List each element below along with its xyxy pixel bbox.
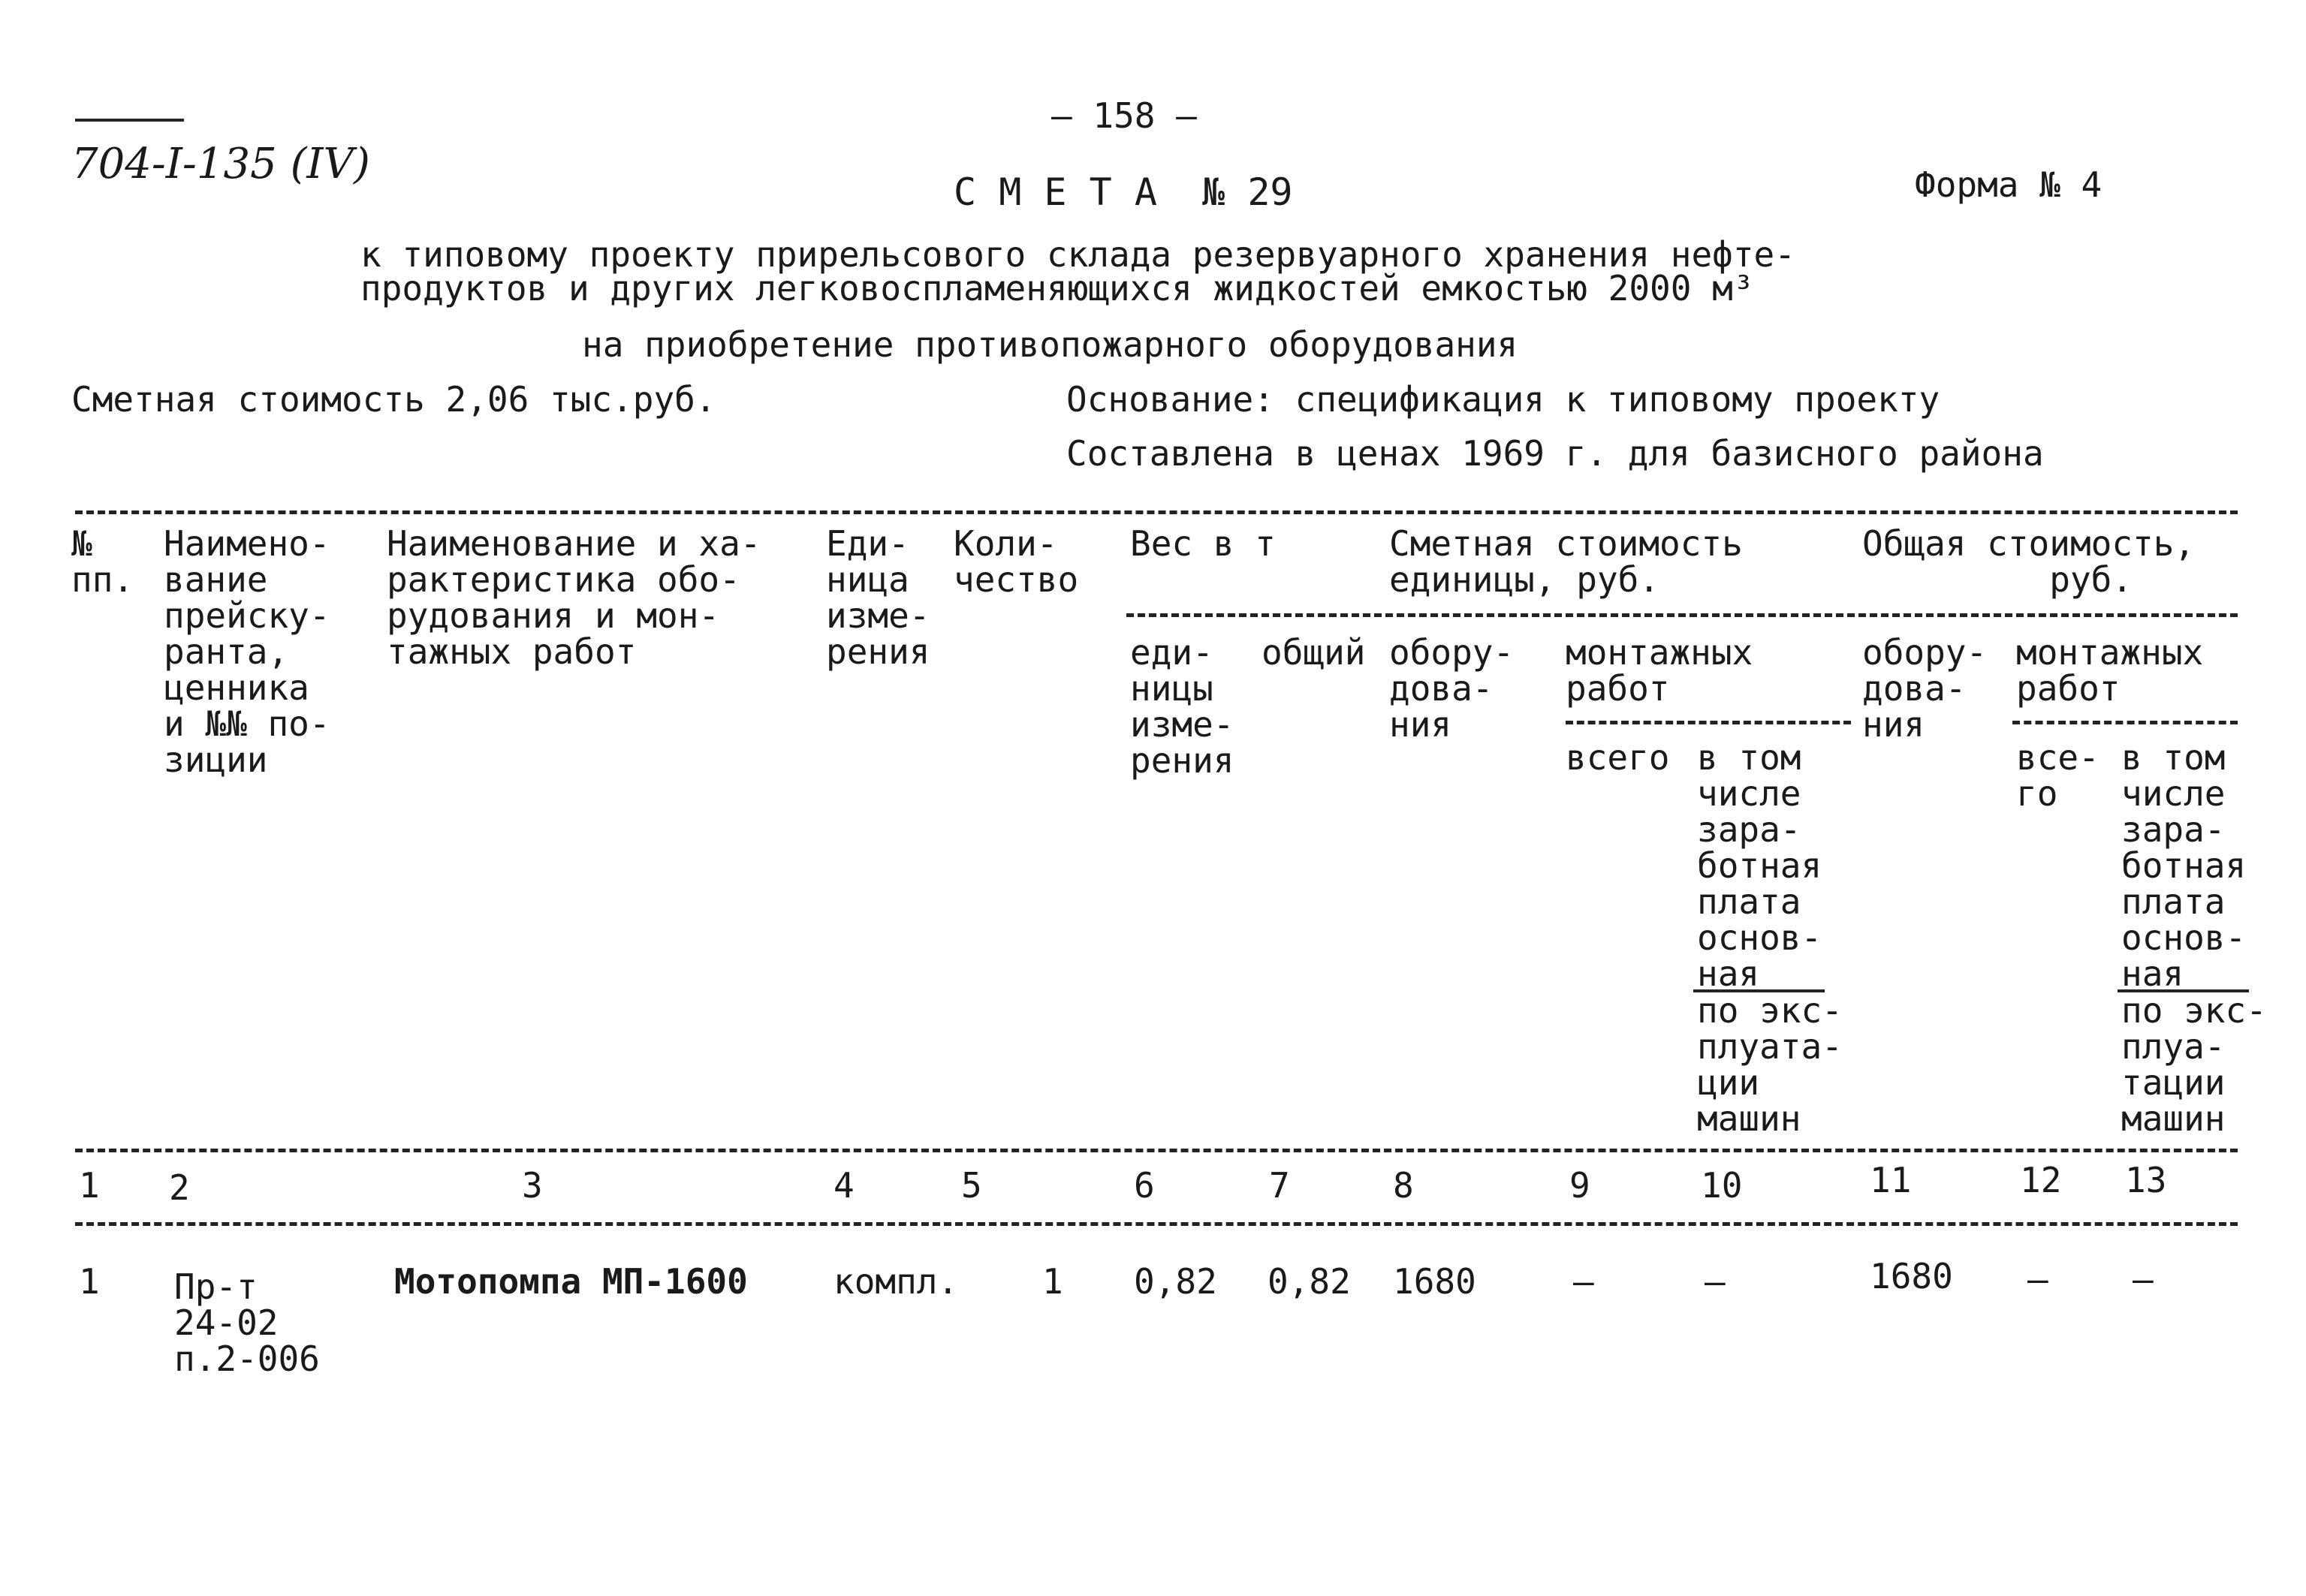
column-number: 12 [2020,1160,2062,1200]
table-top-rule [75,510,2238,514]
header-unit-install-total: всего [1566,737,1670,778]
header-quantity: Коли- чество [954,523,1079,600]
header-total-install-incl-wages: в том числе зара- ботная плата основ- ная [2121,737,2247,994]
header-unit-cost: Сметная стоимость единицы, руб. [1389,523,1743,600]
numbers-bottom-rule [75,1222,2238,1226]
doc-volume: (IV) [290,140,370,188]
row-total-install-total: – [2027,1259,2048,1299]
row-weight-total: 0,82 [1268,1261,1351,1302]
install-sub-rule-unit [1566,721,1851,724]
row-weight-unit: 0,82 [1134,1261,1217,1302]
column-number: 7 [1269,1165,1290,1206]
doc-code [71,140,370,188]
column-number: 10 [1701,1165,1743,1206]
row-number: 1 [79,1261,100,1302]
column-number: 6 [1134,1165,1155,1206]
header-unit-equipment: обору- дова- ния [1389,632,1515,745]
cost-sub-rule [1126,613,2238,617]
subtitle-line-1: к типовому проекту прирельсового склада резервуарного хранения нефте- [360,234,1795,275]
header-weight-total: общий [1262,632,1366,673]
purpose: на приобретение противопожарного оборудования [582,324,1518,365]
header-name: Наименование и ха- рактеристика обо- рудования и мон- тажных работ [387,523,761,672]
header-total-cost: Общая стоимость, руб. [1862,523,2196,600]
header-unit-install: монтажных работ [1566,632,1753,709]
header-bottom-rule [75,1149,2238,1152]
estimated-cost: Сметная стоимость 2,06 тыс.руб. [71,379,716,420]
header-unit: Еди- ница изме- рения [826,523,930,672]
column-number: 1 [79,1165,100,1206]
row-unit-install-total: – [1573,1261,1594,1302]
header-total-install-incl-machines: по экс- плуа- тации машин [2121,990,2267,1139]
top-left-rule [75,119,184,122]
document-title: С М Е Т А № 29 [954,170,1293,214]
column-number: 13 [2125,1160,2167,1200]
page-number: — 158 — [1051,95,1197,136]
header-weight-unit: еди- ницы изме- рения [1130,632,1234,781]
column-number: 3 [522,1165,543,1206]
header-total-equipment: обору- дова- ния [1862,632,1988,745]
subtitle-line-2: продуктов и других легковоспламеняющихся жидкостей емкостью 2000 м³ [360,268,1754,309]
column-number: 8 [1393,1165,1414,1206]
header-number: № пп. [71,523,134,600]
price-base: Составлена в ценах 1969 г. для базисного района [1066,433,2044,474]
header-total-install-total: все- го [2016,737,2100,814]
row-equipment-name: Мотопомпа МП-1600 [394,1261,748,1302]
install-sub-rule-total [2012,721,2238,724]
row-unit-equipment-cost: 1680 [1393,1261,1476,1302]
header-price-ref: Наимено- вание прейску- ранта, ценника и №№ по- зиции [164,523,330,780]
row-quantity: 1 [1042,1261,1063,1302]
basis: Основание: спецификация к типовому проекту [1066,379,1940,420]
header-unit-install-incl-wages: в том числе зара- ботная плата основ- ная [1697,737,1822,994]
row-total-equipment-cost: 1680 [1870,1256,1953,1296]
doc-code-number: 704-I-135 [71,140,277,188]
row-total-install-incl: – [2133,1259,2154,1299]
header-unit-install-incl-machines: по экс- плуата- ции машин [1697,990,1843,1139]
row-unit: компл. [833,1261,959,1302]
column-number: 2 [169,1167,190,1208]
column-number: 11 [1870,1160,1912,1200]
column-number: 9 [1569,1165,1590,1206]
row-price-ref: Пр-т 24-02 п.2-006 [174,1266,320,1379]
form-label: Форма № 4 [1915,164,2103,205]
column-number: 5 [961,1165,982,1206]
header-weight: Вес в т [1130,523,1276,564]
row-unit-install-incl: – [1705,1261,1726,1302]
header-total-install: монтажных работ [2016,632,2204,709]
column-number: 4 [833,1165,855,1206]
